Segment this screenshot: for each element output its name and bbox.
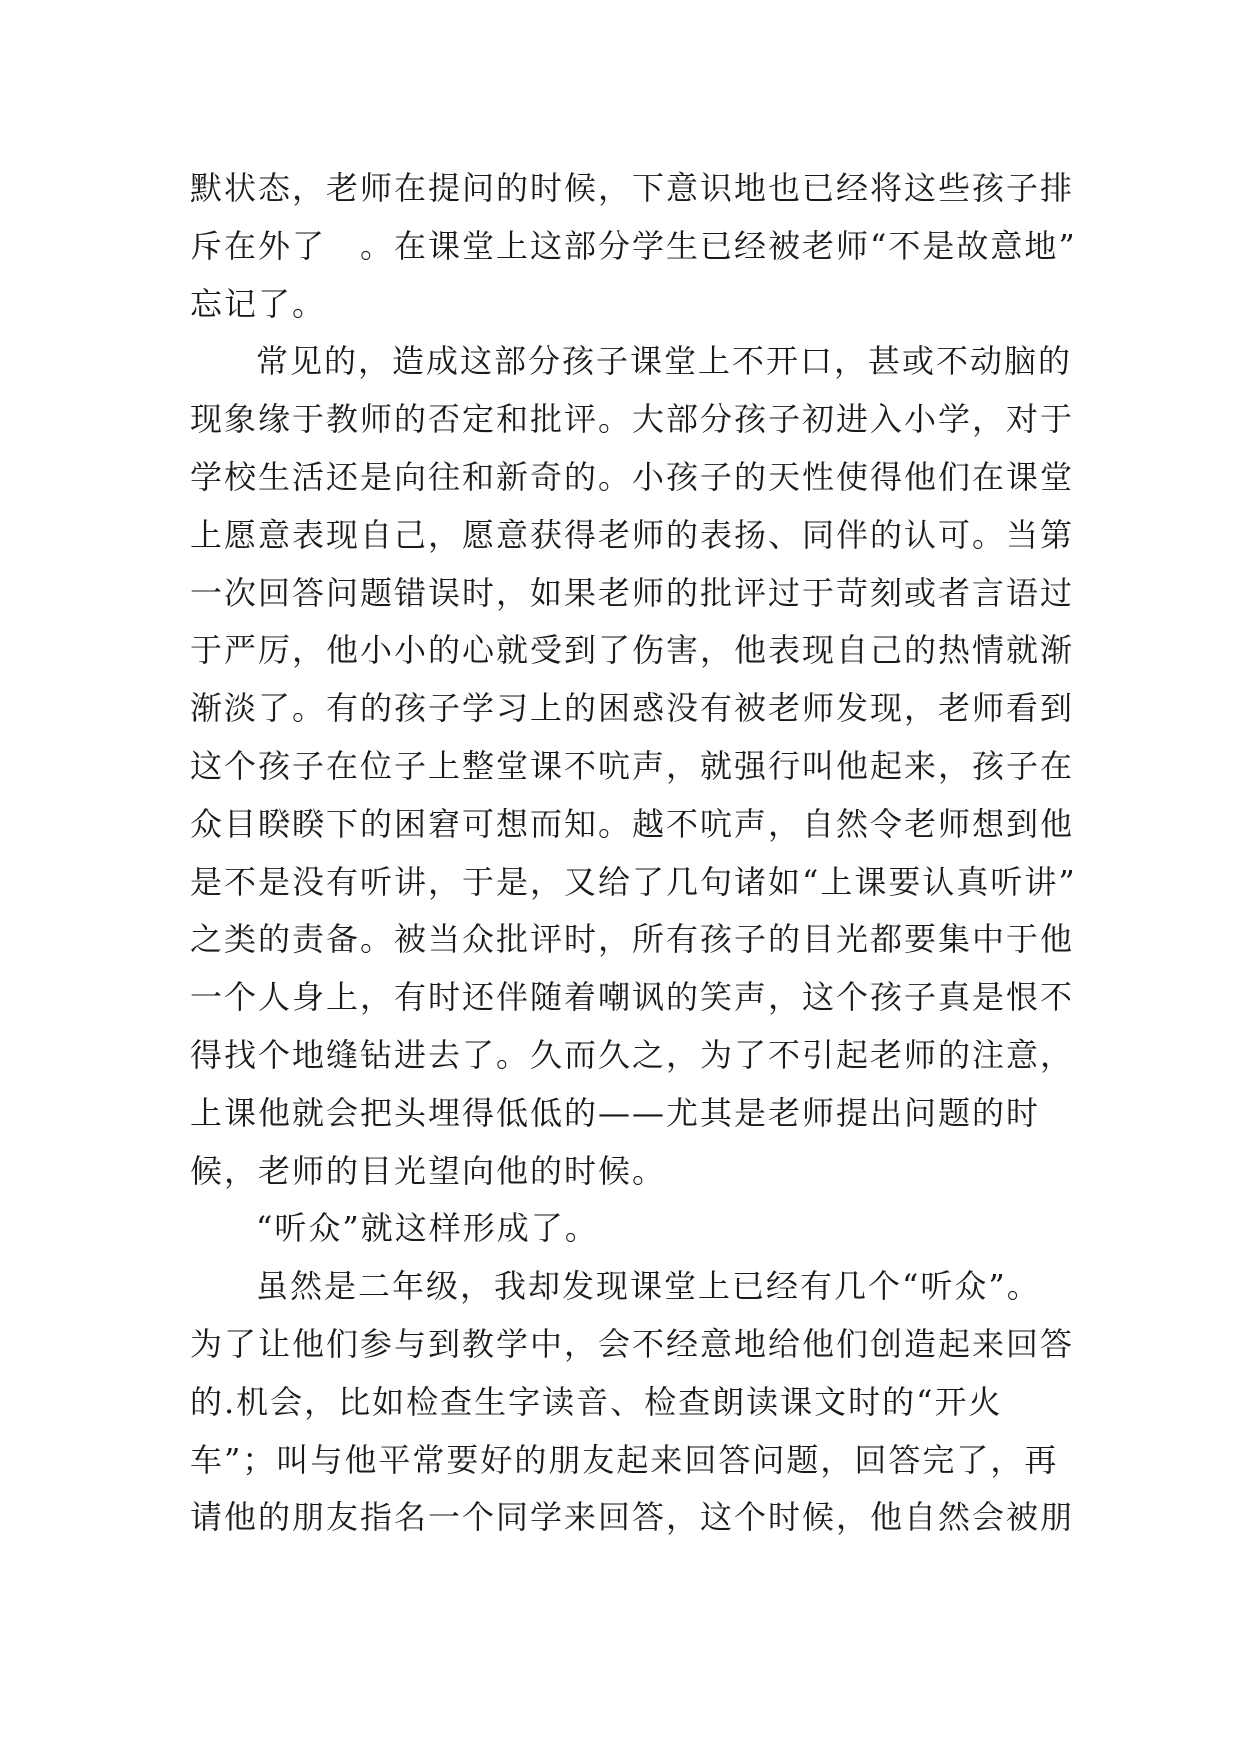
paragraph-start-line: 常见的，造成这部分孩子课堂上不开口，甚或不动脑的 [256, 342, 1073, 381]
text-line: 众目睽睽下的困窘可想而知。越不吭声，自然令老师想到他 [190, 804, 1075, 843]
text-line: 默状态，老师在提问的时候，下意识地也已经将这些孩子排 [190, 169, 1075, 207]
text-line: 这个孩子在位子上整堂课不吭声，就强行叫他起来，孩子在 [190, 746, 1075, 785]
text-line: 车”；叫与他平常要好的朋友起来回答问题，回答完了，再 [190, 1440, 1059, 1479]
text-line: 现象缘于教师的否定和批评。大部分孩子初进入小学，对于 [190, 400, 1075, 439]
text-line: 上课他就会把头埋得低低的——尤其是老师提出问题的时 [190, 1093, 1041, 1132]
text-line: 一次回答问题错误时，如果老师的批评过于苛刻或者言语过 [190, 573, 1075, 612]
text-line: 学校生活还是向往和新奇的。小孩子的天性使得他们在课堂 [190, 457, 1075, 496]
text-line: 斥在外了 。在课堂上这部分学生已经被老师“不是故意地” [190, 226, 1077, 265]
text-line: 忘记了。 [190, 284, 327, 323]
paragraph-start-line: “听众”就这样形成了。 [256, 1209, 599, 1248]
text-line: 是不是没有听讲，于是，又给了几句诸如“上课要认真听讲” [190, 862, 1077, 901]
text-line: 的.机会，比如检查生字读音、检查朗读课文时的“开火 [190, 1382, 1003, 1421]
paragraph-start-line: 虽然是二年级，我却发现课堂上已经有几个“听众”。 [256, 1267, 1041, 1306]
text-line: 于严厉，他小小的心就受到了伤害，他表现自己的热情就渐 [190, 631, 1075, 670]
text-line: 之类的责备。被当众批评时，所有孩子的目光都要集中于他 [190, 920, 1075, 959]
text-line: 为了让他们参与到教学中，会不经意地给他们创造起来回答 [190, 1324, 1075, 1363]
text-line: 上愿意表现自己，愿意获得老师的表扬、同伴的认可。当第 [190, 515, 1075, 554]
text-line: 请他的朋友指名一个同学来回答，这个时候，他自然会被朋 [190, 1498, 1075, 1537]
document-body [190, 160, 1077, 1547]
text-line: 一个人身上，有时还伴随着嘲讽的笑声，这个孩子真是恨不 [190, 978, 1075, 1017]
text-line: 候，老师的目光望向他的时候。 [190, 1151, 667, 1190]
text-line: 得找个地缝钻进去了。久而久之，为了不引起老师的注意， [190, 1035, 1075, 1074]
text-line: 渐淡了。有的孩子学习上的困惑没有被老师发现，老师看到 [190, 689, 1075, 728]
